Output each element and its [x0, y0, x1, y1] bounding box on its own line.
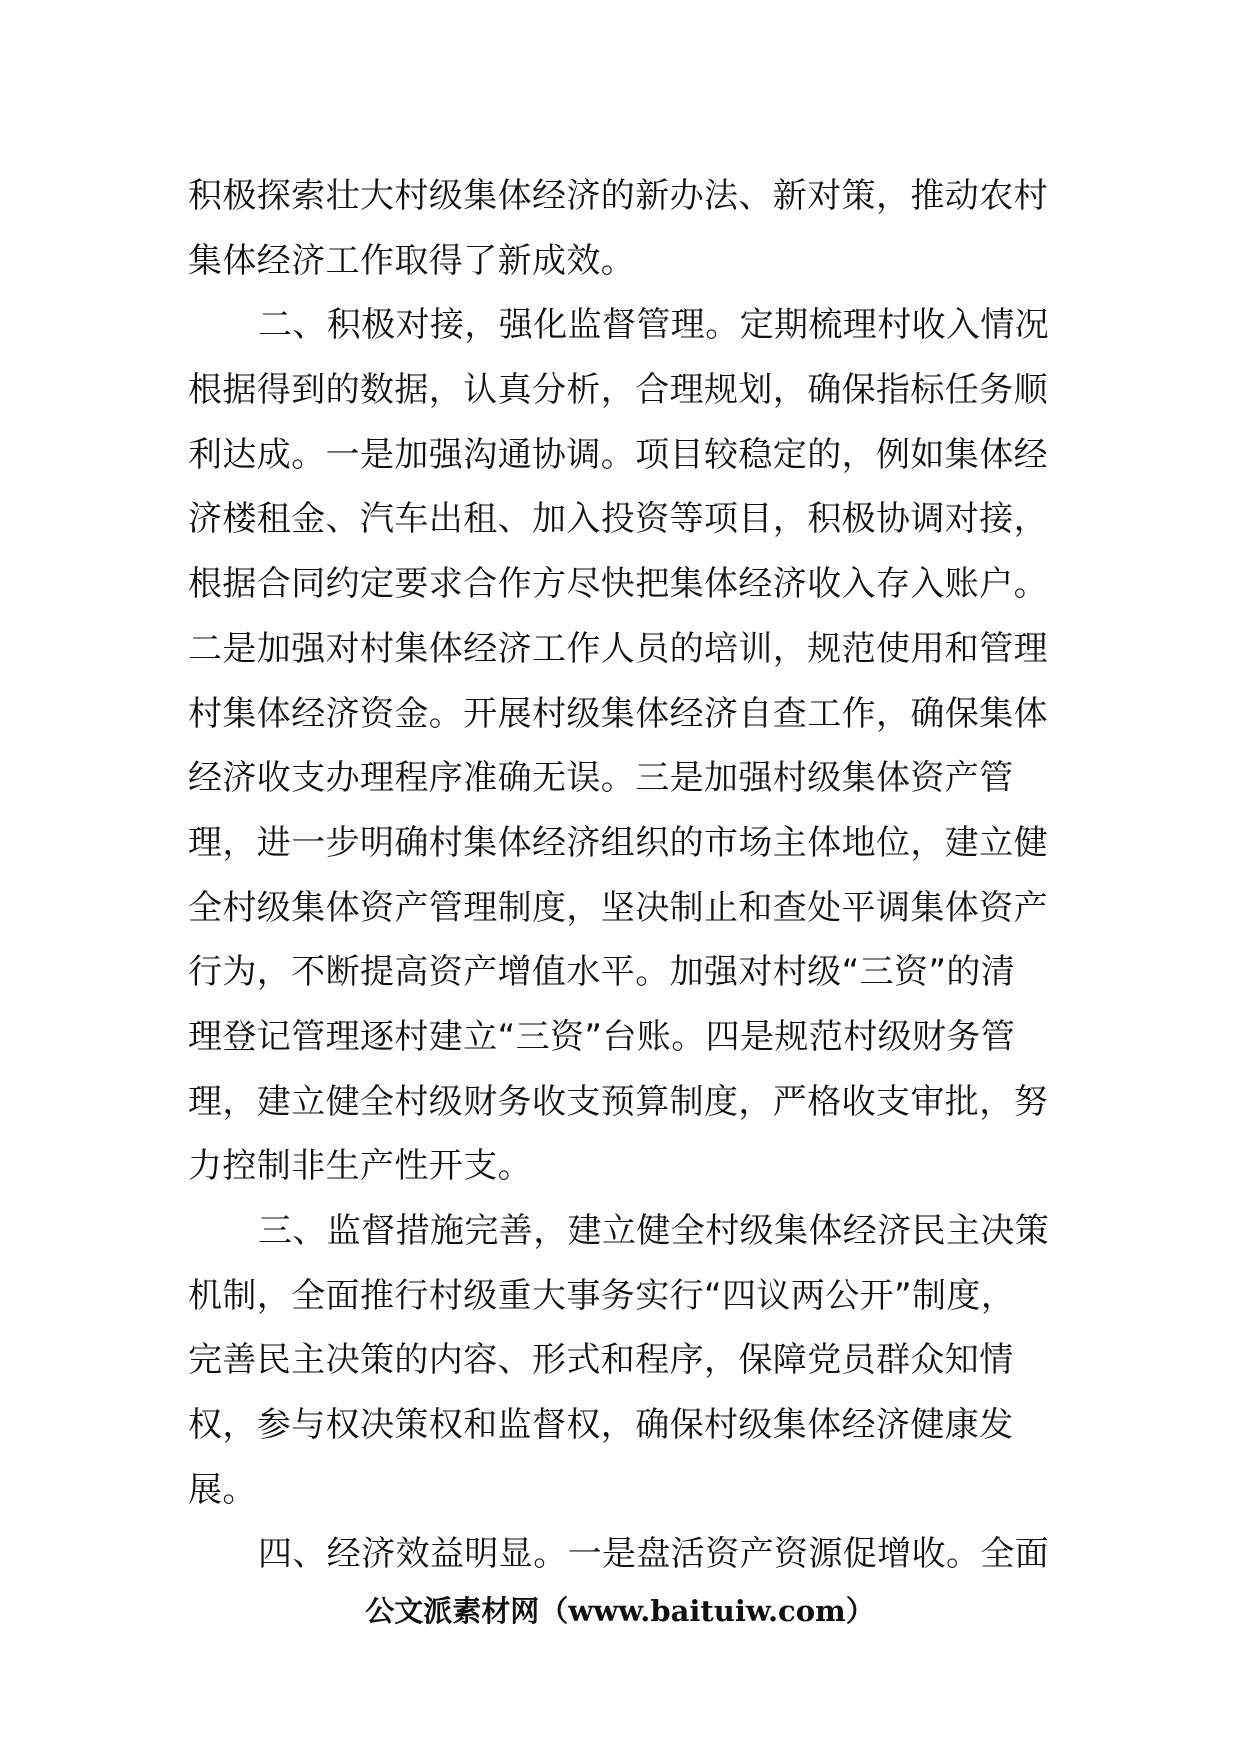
text-line: 理登记管理逐村建立“三资”台账。四是规范村级财务管: [188, 1016, 1016, 1057]
text-line: 理，进一步明确村集体经济组织的市场主体地位，建立健: [188, 822, 1048, 863]
text-line: 权，参与权决策权和监督权，确保村级集体经济健康发: [188, 1405, 1014, 1446]
text-line: 济楼租金、汽车出租、加入投资等项目，积极协调对接，: [188, 499, 1048, 540]
text-line: 根据合同约定要求合作方尽快把集体经济收入存入账户。: [188, 564, 1048, 605]
text-line: 展。: [188, 1469, 257, 1510]
text-line: 三、监督措施完善，建立健全村级集体经济民主决策: [258, 1211, 1050, 1251]
text-line: 理，建立健全村级财务收支预算制度，严格收支审批，努: [188, 1081, 1048, 1122]
text-line: 利达成。一是加强沟通协调。项目较稳定的，例如集体经: [188, 434, 1048, 475]
text-line: 二是加强对村集体经济工作人员的培训，规范使用和管理: [188, 628, 1048, 669]
text-line: 村集体经济资金。开展村级集体经济自查工作，确保集体: [188, 693, 1048, 734]
text-line: 机制，全面推行村级重大事务实行“四议两公开”制度，: [188, 1275, 1016, 1316]
text-line: 集体经济工作取得了新成效。: [188, 240, 636, 281]
text-line: 全村级集体资产管理制度，坚决制止和查处平调集体资产: [188, 887, 1048, 928]
text-line: 四、经济效益明显。一是盘活资产资源促增收。全面: [258, 1534, 1050, 1575]
site-footer: 公文派素材网（www.baituiw.com）: [365, 1594, 875, 1628]
text-line: 积极探索壮大村级集体经济的新办法、新对策，推动农村: [188, 176, 1048, 216]
text-line: 二、积极对接，强化监督管理。定期梳理村收入情况: [258, 305, 1050, 346]
text-line: 经济收支办理程序准确无误。三是加强村级集体资产管: [188, 758, 1014, 799]
text-line: 行为，不断提高资产增值水平。加强对村级“三资”的清: [188, 952, 1016, 993]
text-line: 完善民主决策的内容、形式和程序，保障党员群众知情: [188, 1340, 1014, 1381]
body-text: [188, 164, 1068, 1587]
text-line: 力控制非生产性开支。: [188, 1146, 532, 1187]
text-line: 根据得到的数据，认真分析，合理规划，确保指标任务顺: [188, 370, 1048, 411]
